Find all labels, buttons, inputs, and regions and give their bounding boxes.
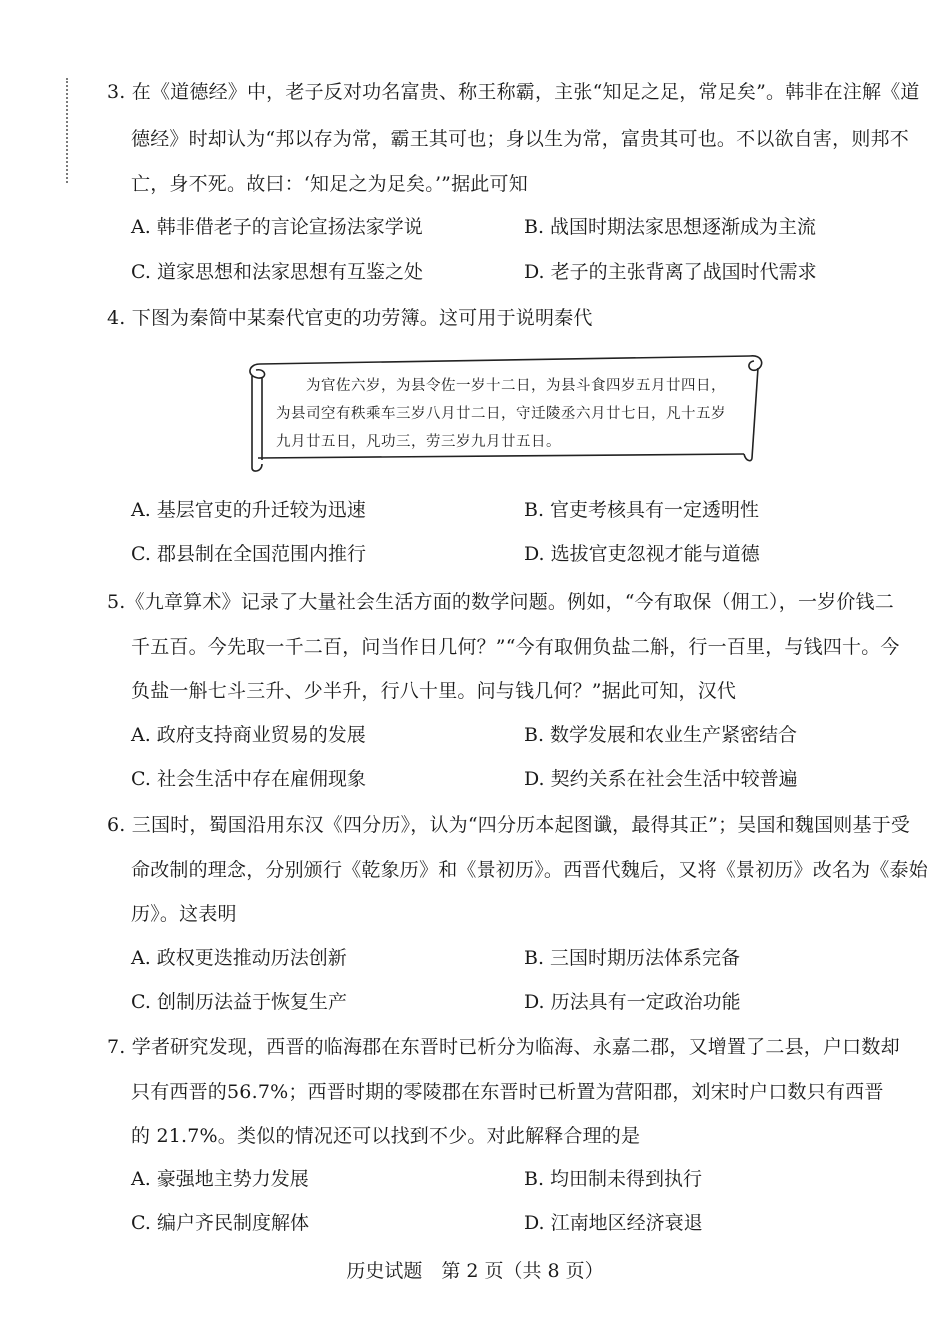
q7-option-c[interactable]: C. 编户齐民制度解体 — [131, 1212, 309, 1234]
q6-option-a[interactable]: A. 政权更迭推动历法创新 — [131, 947, 347, 969]
q3-option-d[interactable]: D. 老子的主张背离了战国时代需求 — [524, 261, 817, 283]
q7-option-a[interactable]: A. 豪强地主势力发展 — [131, 1168, 309, 1190]
q5-option-c[interactable]: C. 社会生活中存在雇佣现象 — [131, 768, 366, 790]
q5-option-b[interactable]: B. 数学发展和农业生产紧密结合 — [524, 724, 798, 746]
q4-option-a[interactable]: A. 基层官吏的升迁较为迅速 — [131, 499, 366, 521]
q4-option-c[interactable]: C. 郡县制在全国范围内推行 — [131, 543, 366, 565]
q3-option-a[interactable]: A. 韩非借老子的言论宣扬法家学说 — [131, 216, 423, 238]
q7-stem-line-1: 7. 学者研究发现，西晋的临海郡在东晋时已析分为临海、永嘉二郡，又增置了二县，户口数却 — [107, 1036, 900, 1058]
binding-margin-mark — [66, 78, 68, 183]
q6-stem-line-2: 命改制的理念，分别颁行《乾象历》和《景初历》。西晋代魏后，又将《景初历》改名为《泰始 — [131, 859, 928, 881]
q3-stem-line-3: 亡，身不死。故曰：‘知足之为足矣。’”据此可知 — [131, 173, 528, 195]
q4-option-b[interactable]: B. 官吏考核具有一定透明性 — [524, 499, 760, 521]
scroll-text-line-2: 为县司空有秩乘车三岁八月廿二日，守迁陵丞六月廿七日，凡十五岁 — [276, 406, 726, 422]
q6-stem-line-3: 历》。这表明 — [131, 903, 237, 925]
q7-stem-line-2: 只有西晋的56.7%；西晋时期的零陵郡在东晋时已析置为营阳郡，刘宋时户口数只有西晋 — [131, 1081, 884, 1103]
q3-stem-line-1: 3. 在《道德经》中，老子反对功名富贵、称王称霸，主张“知足之足，常足矣”。韩非在注解《道 — [107, 81, 920, 103]
q6-option-d[interactable]: D. 历法具有一定政治功能 — [524, 991, 741, 1013]
scroll-text-line-3: 九月廿五日，凡功三，劳三岁九月廿五日。 — [276, 434, 561, 450]
q4-stem-line-1: 4. 下图为秦简中某秦代官吏的功劳簿。这可用于说明秦代 — [107, 307, 593, 329]
q5-option-d[interactable]: D. 契约关系在社会生活中较普遍 — [524, 768, 798, 790]
merit-record-scroll — [238, 346, 770, 472]
q5-option-a[interactable]: A. 政府支持商业贸易的发展 — [131, 724, 366, 746]
q6-option-c[interactable]: C. 创制历法益于恢复生产 — [131, 991, 347, 1013]
q3-option-c[interactable]: C. 道家思想和法家思想有互鉴之处 — [131, 261, 423, 283]
q3-option-b[interactable]: B. 战国时期法家思想逐渐成为主流 — [524, 216, 817, 238]
q7-stem-line-3: 的 21.7%。类似的情况还可以找到不少。对此解释合理的是 — [131, 1125, 641, 1147]
q4-option-d[interactable]: D. 选拔官吏忽视才能与道德 — [524, 543, 760, 565]
q5-stem-line-3: 负盐一斛七斗三升、少半升，行八十里。问与钱几何？”据此可知，汉代 — [131, 680, 737, 702]
q5-stem-line-2: 千五百。今先取一千二百，问当作日几何？”“今有取佣负盐二斛，行一百里，与钱四十。今 — [131, 636, 900, 658]
q7-option-d[interactable]: D. 江南地区经济衰退 — [524, 1212, 703, 1234]
page-footer: 历史试题 第 2 页（共 8 页） — [346, 1260, 604, 1282]
q6-option-b[interactable]: B. 三国时期历法体系完备 — [524, 947, 741, 969]
scroll-text-line-1: 为官佐六岁，为县令佐一岁十二日，为县斗食四岁五月廿四日， — [306, 378, 726, 394]
q7-option-b[interactable]: B. 均田制未得到执行 — [524, 1168, 703, 1190]
q6-stem-line-1: 6. 三国时，蜀国沿用东汉《四分历》，认为“四分历本起图谶，最得其正”；吴国和魏国则基于受 — [107, 814, 911, 836]
q5-stem-line-1: 5.《九章算术》记录了大量社会生活方面的数学问题。例如，“今有取保（佣工），一岁价钱二 — [107, 591, 894, 613]
q3-stem-line-2: 德经》时却认为“邦以存为常，霸王其可也；身以生为常，富贵其可也。不以欲自害，则邦不 — [131, 128, 909, 150]
